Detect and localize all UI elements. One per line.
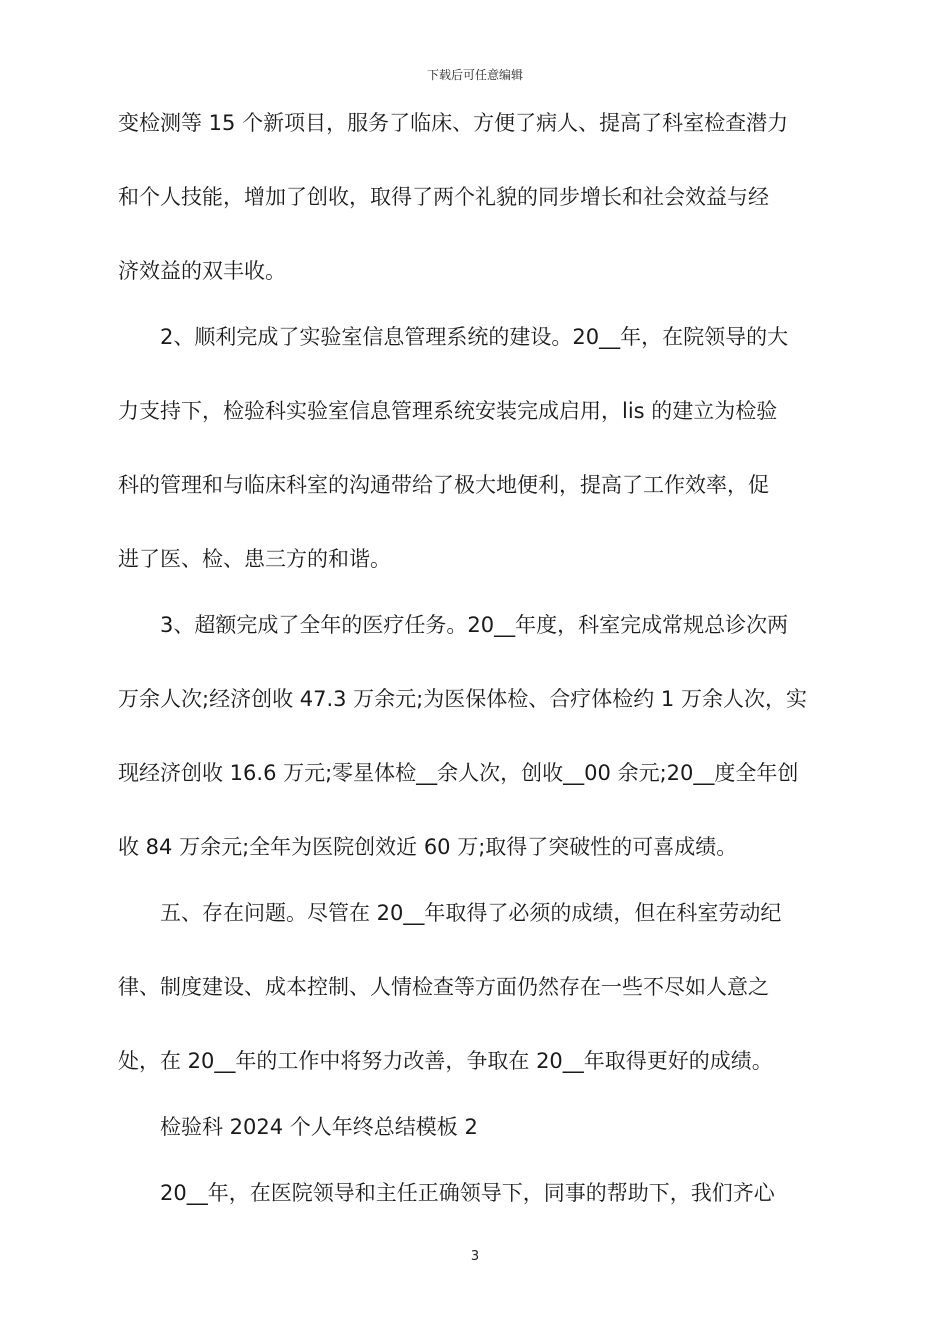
body-text-line: 处，在 20__年的工作中将努力改善，争取在 20__年取得更好的成绩。 <box>118 1049 773 1073</box>
body-text-line: 和个人技能，增加了创收，取得了两个礼貌的同步增长和社会效益与经 <box>118 185 769 209</box>
body-text-line: 进了医、检、患三方的和谐。 <box>118 547 391 571</box>
body-text-line: 2、顺利完成了实验室信息管理系统的建设。20__年，在院领导的大 <box>118 325 789 349</box>
page-number: 3 <box>470 1249 480 1264</box>
body-text-line: 3、超额完成了全年的医疗任务。20__年度，科室完成常规总诊次两 <box>118 613 789 637</box>
body-text-line: 力支持下，检验科实验室信息管理系统安装完成启用，lis 的建立为检验 <box>118 399 778 423</box>
body-text-line: 科的管理和与临床科室的沟通带给了极大地便利，提高了工作效率，促 <box>118 473 769 497</box>
body-text-line: 收 84 万余元;全年为医院创效近 60 万;取得了突破性的可喜成绩。 <box>118 835 738 859</box>
body-text-line: 20__年，在医院领导和主任正确领导下，同事的帮助下，我们齐心 <box>118 1181 775 1205</box>
body-text-line: 济效益的双丰收。 <box>118 259 286 283</box>
body-text-line: 五、存在问题。尽管在 20__年取得了必须的成绩，但在科室劳动纪 <box>118 901 782 925</box>
body-text-line: 变检测等 15 个新项目，服务了临床、方便了病人、提高了科室检查潜力 <box>118 111 789 135</box>
section-heading: 检验科 2024 个人年终总结模板 2 <box>118 1115 478 1139</box>
page-header: 下载后可任意编辑 <box>426 68 523 82</box>
body-text-line: 律、制度建设、成本控制、人情检查等方面仍然存在一些不尽如人意之 <box>118 975 769 999</box>
body-text-line: 现经济创收 16.6 万元;零星体检__余人次，创收__00 余元;20__度全年创 <box>118 761 799 785</box>
body-text-line: 万余人次;经济创收 47.3 万余元;为医保体检、合疗体检约 1 万余人次，实 <box>118 687 807 711</box>
